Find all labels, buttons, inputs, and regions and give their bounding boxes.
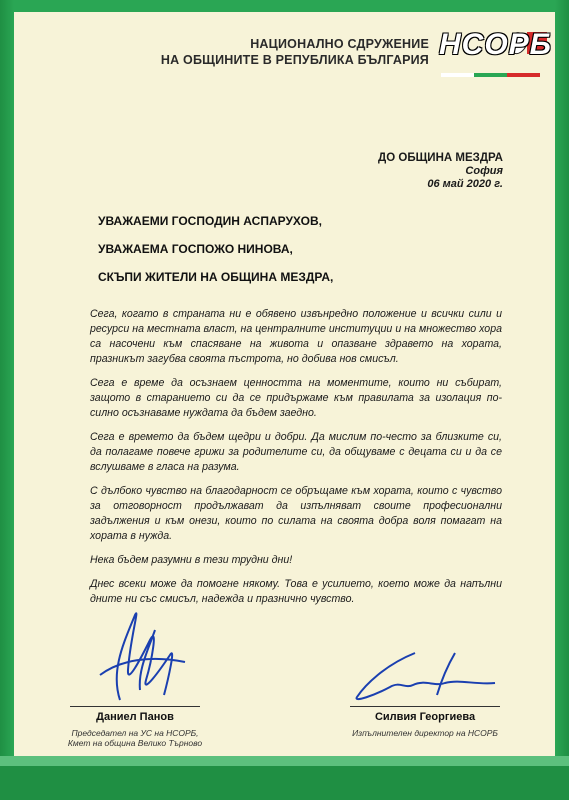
signer-role-1-line-1: Председател на УС на НСОРБ, [71, 728, 199, 738]
signer-role-1 [50, 728, 220, 748]
date: 06 май 2020 г. [427, 178, 503, 190]
right-border [555, 0, 569, 800]
addressee-block [378, 152, 503, 191]
city: София [465, 165, 503, 177]
top-border [0, 0, 569, 12]
paragraph-3: Сега е времето да бъдем щедри и добри. Да мислим по-често за близките си, да полагаме повече грижи за родителите си, да общуваме с децата си и да се вслушваме в гласа на разума. [90, 431, 502, 473]
paragraph-5: Нека бъдем разумни в тези трудни дни! [90, 554, 293, 566]
signature-line-2 [350, 706, 500, 707]
signature-panov [80, 600, 200, 710]
tricolor-bar [441, 64, 541, 68]
paragraph-1: Сега, когато в страната ни е обявено извънредно положение и всички сили и ресурси на местната власт, на централните институции и на множество хора са насочени към спасяване на живота и опазване здравето на хората, празникът загубва своята пъстрота, но добива нов смисъл. [90, 308, 502, 365]
left-border [0, 0, 14, 800]
signer-name-2: Силвия Георгиева [374, 711, 476, 723]
nsorb-logo [431, 28, 551, 68]
org-line-1: НАЦИОНАЛНО СДРУЖЕНИЕ [250, 37, 429, 51]
salutations [98, 214, 333, 298]
org-line-2: НА ОБЩИНИТЕ В РЕПУБЛИКА БЪЛГАРИЯ [160, 53, 429, 67]
addressee: ДО ОБЩИНА МЕЗДРА [378, 152, 503, 164]
paragraph-6: Днес всеки може да помогне някому. Това е усилието, което може да напълни дните ни със смисъл, надежда и празнично чувство. [90, 578, 502, 605]
salutation-2: УВАЖАЕМА ГОСПОЖО НИНОВА, [98, 242, 293, 256]
logo-text: НСОРБ [439, 28, 552, 61]
organization-name [161, 36, 429, 68]
letter-body [90, 307, 502, 616]
paragraph-4: С дълбоко чувство на благодарност се обръщаме към хората, които с чувство за отговорност продължават да изпълняват своите професионални задължения и към онези, които по силата на своята добра воля помагат на хората в нужда. [90, 485, 502, 542]
signature-line-1 [70, 706, 200, 707]
salutation-3: СКЪПИ ЖИТЕЛИ НА ОБЩИНА МЕЗДРА, [98, 270, 334, 284]
salutation-1: УВАЖАЕМИ ГОСПОДИН АСПАРУХОВ, [98, 214, 322, 228]
signer-role-2 [340, 728, 510, 738]
signature-georgieva [345, 645, 525, 705]
signer-role-2-line-1: Изпълнителен директор на НСОРБ [352, 728, 498, 738]
signer-role-1-line-2: Кмет на община Велико Търново [67, 738, 203, 748]
bottom-border [0, 766, 569, 800]
signer-name-1: Даниел Панов [96, 711, 174, 723]
bottom-border-light [0, 756, 569, 766]
paragraph-2: Сега е време да осъзнаем ценността на моментите, които ни събират, защото в старанието си да се придържаме към правилата за изолация по-силно осъзнаваме нуждата да бъдем заедно. [90, 377, 502, 419]
